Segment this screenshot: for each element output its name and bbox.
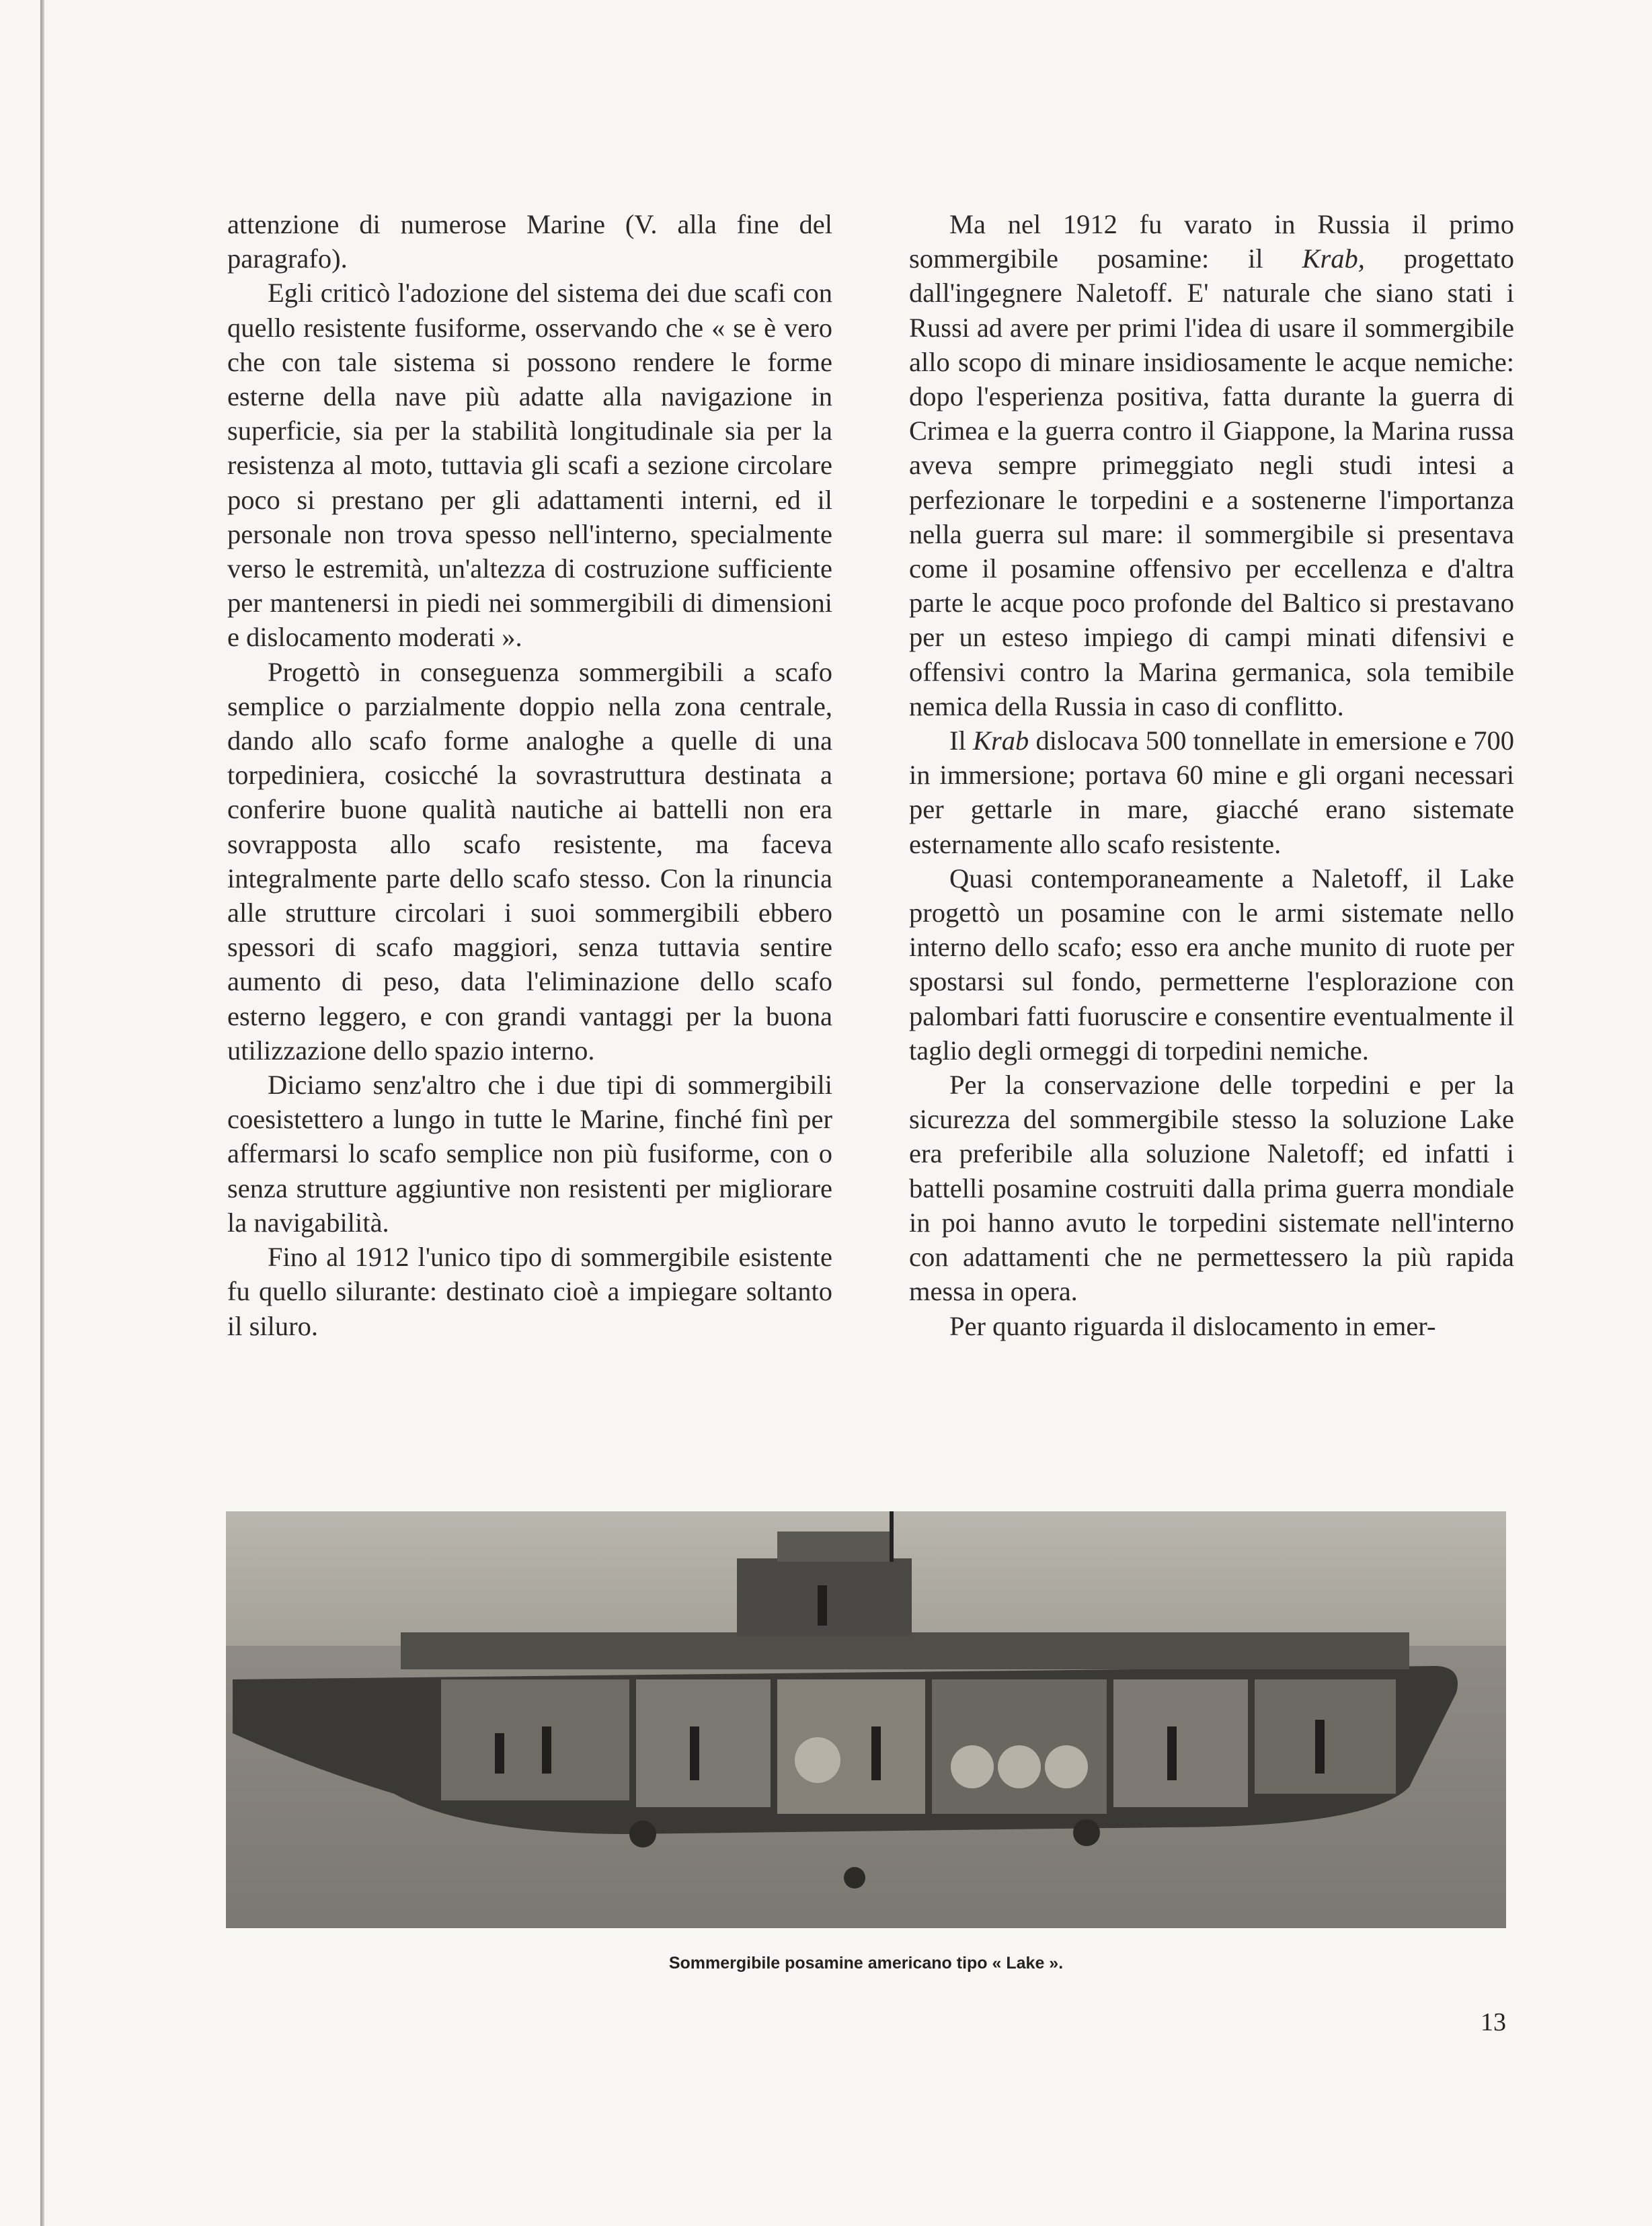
paragraph — [909, 207, 1514, 723]
submarine-cutaway-drawing — [226, 1511, 1506, 1928]
paragraph-text: Il — [949, 725, 973, 756]
right-text-column — [909, 207, 1514, 1343]
crew-member — [542, 1726, 551, 1774]
ship-name-krab: Krab, — [1302, 243, 1365, 274]
paragraph-text: progettato dall'ingegnere Naletoff. E' naturale che siano stati i Russi ad avere per primi l'idea di usare il sommergibile allo scopo di minare insidiosamente le acque nemiche: dopo l'esperienza positiva, fatta durante la guerra di Crimea e la guerra contro il Giappone, la Marina russa aveva sempre primeggiato negli studi intesi a perfezionare le torpedini e a sostenerne l'importanza nella guerra sul mare: il sommergibile si presentava come il posamine offensivo per eccellenza e d'altra parte le acque poco profonde del Baltico si prestavano per un esteso impiego di campi minati difensivi e offensivi contro la Marina germanica, sola temibile nemica della Russia in caso di conflitto. — [909, 243, 1514, 721]
page-number: 13 — [1481, 2008, 1506, 2036]
compartment — [1113, 1679, 1248, 1807]
mine — [998, 1745, 1041, 1788]
keel-wheel — [629, 1821, 656, 1847]
mine — [1045, 1745, 1088, 1788]
paragraph: Egli criticò l'adozione del sistema dei due scafi con quello resistente fusiforme, osservando che « se è vero che con tale sistema si possono rendere le forme esterne della nave più adatte alla navigazione in superficie, sia per la stabilità longitudinale sia per la resistenza al moto, tuttavia gli scafi a sezione circolare poco si prestano per gli adattamenti interni, ed il personale non trova spesso nell'interno, specialmente verso le estremità, un'altezza di costruzione sufficiente per mantenersi in piedi nei sommergibili di dimensioni e dislocamento moderati ». — [227, 278, 832, 653]
deck-superstructure — [401, 1632, 1409, 1669]
paragraph-text: dislocava 500 tonnellate in emersione e 700 in immersione; portava 60 mine e gli organi necessari per gettarle in mare, giacché erano sistemate esternamente allo scafo resistente. — [909, 725, 1514, 859]
crew-member — [495, 1733, 504, 1774]
paragraph-text: Ma nel 1912 fu varato in Russia il primo sommergibile posamine: il — [909, 209, 1514, 274]
submarine-cutaway-illustration — [226, 1511, 1506, 1928]
paragraph: Progettò in conseguenza sommergibili a scafo semplice o parzialmente doppio nella zona centrale, dando allo scafo forme analoghe a quelle di una torpediniera, cosicché la sovrastruttura destinata a conferire buone qualità nautiche ai battelli non era sovrapposta allo scafo resistente, ma faceva integralmente parte dello scafo stesso. Con la rinuncia alle strutture circolari i suoi sommergibili ebbero spessori di scafo maggiori, senza tuttavia sentire aumento di peso, data l'eliminazione dello scafo esterno leggero, e con grandi vantaggi per la buona utilizzazione dello spazio interno. — [227, 656, 832, 1066]
keel-wheel — [1073, 1819, 1100, 1846]
crew-member — [818, 1585, 827, 1626]
released-mine — [844, 1867, 865, 1889]
paragraph: Quasi contemporaneamente a Naletoff, il Lake progettò un posamine con le armi sistemate nello interno dello scafo; esso era anche munito di ruote per spostarsi sul fondo, permetterne l'esplorazione con palombari fatti fuoruscire e consentire eventualmente il taglio degli ormeggi di torpedini nemiche. — [909, 863, 1514, 1066]
paragraph — [909, 723, 1514, 861]
left-text-column — [227, 207, 832, 1343]
mine — [951, 1745, 994, 1788]
ship-name-krab: Krab — [972, 725, 1029, 756]
mine — [795, 1737, 840, 1783]
figure-caption: Sommergibile posamine americano tipo « Lake ». — [668, 1954, 1064, 1973]
paragraph: attenzione di numerose Marine (V. alla fine del paragrafo). — [227, 209, 832, 274]
crew-member — [871, 1726, 881, 1780]
crew-member — [690, 1726, 699, 1780]
page-binding-edge — [40, 0, 44, 2226]
compartment — [441, 1679, 629, 1800]
paragraph: Fino al 1912 l'unico tipo di sommergibile esistente fu quello silurante: destinato cioè a impiegare soltanto il siluro. — [227, 1242, 832, 1341]
crew-member — [1315, 1720, 1325, 1774]
crew-member — [1167, 1726, 1177, 1780]
bridge — [777, 1532, 892, 1562]
paragraph: Diciamo senz'altro che i due tipi di sommergibili coesistettero a lungo in tutte le Marine, finché finì per affermarsi lo scafo semplice non più fusiforme, con o senza strutture aggiuntive non resistenti per migliorare la navigabilità. — [227, 1070, 832, 1238]
paragraph: Per la conservazione delle torpedini e per la sicurezza del sommergibile stesso la soluzione Lake era preferibile alla soluzione Naletoff; ed infatti i battelli posamine costruiti dalla prima guerra mondiale in poi hanno avuto le torpedini sistemate nell'interno con adattamenti che ne permettessero la più rapida messa in opera. — [909, 1070, 1514, 1307]
paragraph: Per quanto riguarda il dislocamento in emer- — [949, 1310, 1436, 1341]
compartment — [636, 1679, 771, 1807]
compartment — [1255, 1679, 1396, 1794]
